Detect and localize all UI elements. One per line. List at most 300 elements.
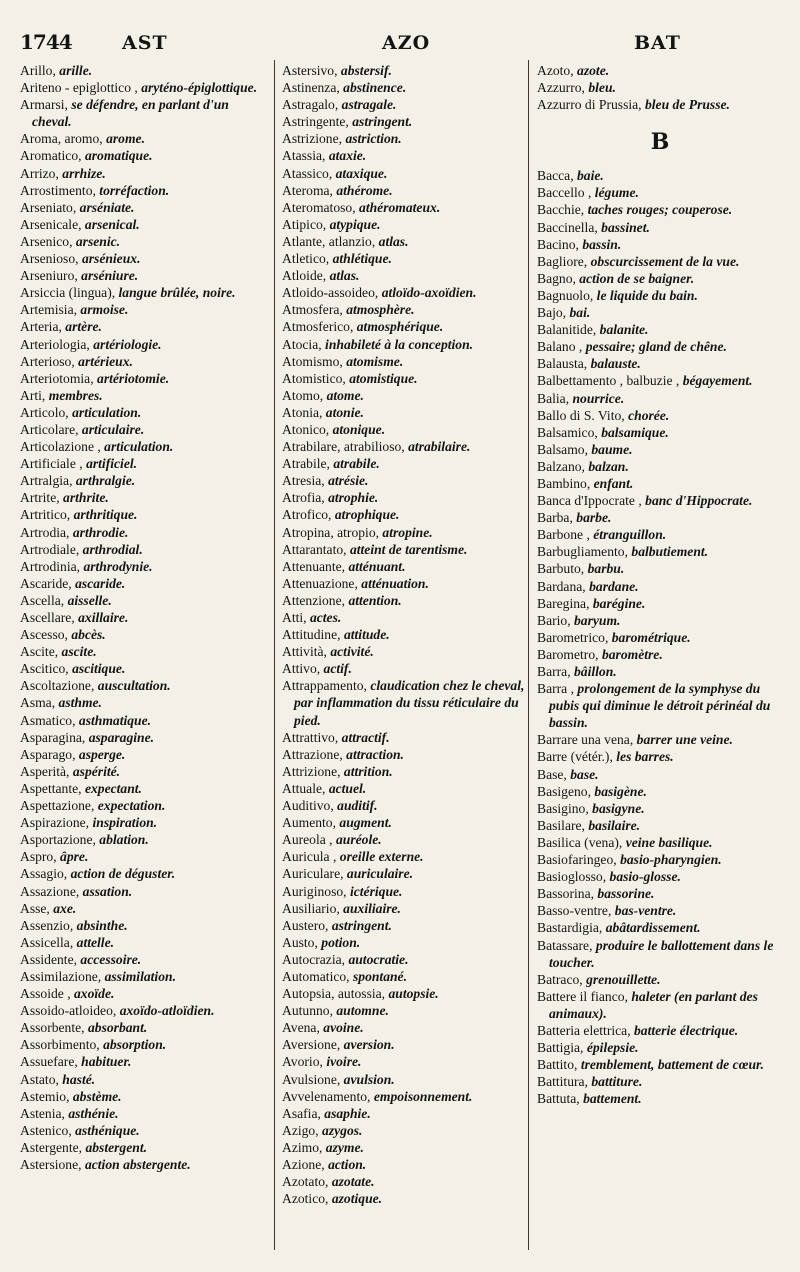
headword: Atrofico,	[282, 507, 335, 523]
translation: arsénieux.	[81, 251, 141, 267]
dictionary-entry	[282, 353, 530, 370]
dictionary-entry	[537, 96, 783, 113]
headword: Attività,	[282, 644, 331, 660]
translation: arthrodynie.	[83, 558, 153, 574]
dictionary-entry	[537, 509, 783, 526]
headword: Base,	[537, 766, 571, 782]
headword: Batraco,	[537, 971, 587, 987]
translation: étranguillon.	[593, 527, 667, 543]
translation: tremblement, battement de cœur.	[580, 1057, 764, 1073]
headword: Ascite,	[20, 644, 62, 660]
headword: Armarsi,	[20, 97, 72, 113]
column-rule	[274, 60, 275, 1250]
dictionary-entry	[282, 506, 530, 523]
headword: Assazione,	[20, 883, 83, 899]
translation: baume.	[591, 441, 633, 457]
headword: Arseniuro,	[20, 268, 82, 284]
translation: légume.	[594, 185, 639, 201]
translation: arséniate.	[79, 199, 135, 215]
headword: Assagio,	[20, 866, 71, 882]
translation: astragale.	[341, 97, 397, 113]
translation: potion.	[321, 934, 361, 950]
dictionary-entry	[20, 472, 266, 489]
translation: actuel.	[328, 780, 367, 796]
headword: Azimo,	[282, 1139, 326, 1155]
dictionary-entry	[282, 558, 530, 575]
dictionary-entry	[282, 1105, 530, 1122]
translation: bégayement.	[682, 373, 753, 389]
translation: battement.	[583, 1091, 642, 1107]
headword: Artrite,	[20, 490, 64, 506]
dictionary-entry	[20, 660, 266, 677]
dictionary-entry	[282, 421, 530, 438]
dictionary-entry	[537, 834, 783, 851]
translation: torréfaction.	[99, 182, 170, 198]
dictionary-entry	[20, 985, 266, 1002]
translation: basigyne.	[592, 800, 645, 816]
translation: azyme.	[325, 1139, 364, 1155]
headword: Assoido-atloideo,	[20, 1003, 120, 1019]
dictionary-entry	[282, 900, 530, 917]
translation: augment.	[339, 815, 392, 831]
headword: Avvelenamento,	[282, 1088, 374, 1104]
headword: Balia,	[537, 390, 573, 406]
dictionary-entry	[537, 646, 783, 663]
translation: barométrique.	[611, 629, 691, 645]
headword: Atonia,	[282, 404, 326, 420]
dictionary-entry	[20, 592, 266, 609]
page-header	[0, 30, 800, 58]
headword: Astrizione,	[282, 131, 346, 147]
dictionary-entry	[537, 270, 783, 287]
dictionary-entry	[282, 541, 530, 558]
headword: Autunno,	[282, 1003, 337, 1019]
translation: action.	[328, 1157, 367, 1172]
headword: Astato,	[20, 1071, 63, 1087]
dictionary-entry	[537, 1022, 783, 1039]
headword: Arteria,	[20, 319, 66, 335]
headword: Artrodinia,	[20, 558, 84, 574]
dictionary-entry	[537, 79, 783, 96]
dictionary-entry	[20, 165, 266, 182]
headword: Azotato,	[282, 1174, 332, 1190]
headword: Azzurro di Prussia,	[537, 97, 645, 113]
translation: asthmatique.	[78, 712, 152, 728]
headword: Auriculare,	[282, 866, 347, 882]
translation: inhabileté à la conception.	[325, 336, 474, 352]
translation: arrhize.	[62, 165, 106, 181]
headword: Attitudine,	[282, 627, 344, 643]
dictionary-entry	[537, 201, 783, 218]
translation: enfant.	[593, 475, 634, 491]
dictionary-entry	[282, 130, 530, 147]
headword: Balausta,	[537, 356, 591, 372]
dictionary-entry	[282, 677, 530, 728]
dictionary-entry	[537, 236, 783, 253]
translation: baie.	[577, 168, 604, 184]
dictionary-entry	[537, 629, 783, 646]
headword: Battere il fianco,	[537, 988, 632, 1004]
dictionary-entry	[537, 578, 783, 595]
dictionary-entry	[20, 353, 266, 370]
headword: Attenzione,	[282, 592, 349, 608]
dictionary-entry	[282, 1122, 530, 1139]
translation: atloïdo-axoïdien.	[381, 285, 477, 301]
dictionary-entry	[537, 560, 783, 577]
dictionary-entry	[537, 167, 783, 184]
translation: bassinet.	[601, 219, 650, 235]
dictionary-entry	[20, 455, 266, 472]
dictionary-entry	[20, 79, 266, 96]
translation: axe.	[53, 900, 77, 916]
headword: Austo,	[282, 934, 322, 950]
dictionary-entry	[282, 1088, 530, 1105]
dictionary-entry	[20, 883, 266, 900]
headword: Batteria elettrica,	[537, 1022, 634, 1038]
headword: Atomismo,	[282, 353, 347, 369]
dictionary-entry	[537, 526, 783, 543]
column-middle	[282, 62, 530, 1207]
dictionary-entry	[537, 304, 783, 321]
dictionary-entry	[282, 1139, 530, 1156]
translation: basigène.	[594, 783, 647, 799]
headword: Articolare,	[20, 421, 82, 437]
headword: Assorbente,	[20, 1020, 88, 1036]
translation: taches rouges; couperose.	[587, 202, 733, 218]
translation: prolongement de la symphyse du pubis qui diminue le détroit périnéal du bassin.	[549, 681, 771, 731]
translation: balbutiement.	[631, 544, 709, 560]
headword: Balzano,	[537, 458, 589, 474]
headword: Astenia,	[20, 1105, 69, 1121]
translation: athéromateux.	[359, 199, 441, 215]
translation: barrer une veine.	[636, 732, 733, 748]
translation: action de se baigner.	[579, 270, 695, 286]
translation: basio-pharyngien.	[620, 852, 722, 868]
headword: Atletico,	[282, 251, 333, 267]
dictionary-entry	[282, 660, 530, 677]
dictionary-entry	[20, 1088, 266, 1105]
dictionary-entry	[282, 1173, 530, 1190]
dictionary-entry	[282, 780, 530, 797]
dictionary-entry	[20, 712, 266, 729]
headword: Attrazione,	[282, 746, 347, 762]
dictionary-entry	[537, 680, 783, 731]
dictionary-entry	[20, 489, 266, 506]
dictionary-entry	[537, 971, 783, 988]
translation: atténuation.	[361, 575, 429, 591]
dictionary-entry	[537, 184, 783, 201]
dictionary-entry	[537, 1073, 783, 1090]
headword: Banca d'Ippocrate ,	[537, 493, 646, 509]
dictionary-entry	[282, 318, 530, 335]
translation: atonie.	[325, 404, 364, 420]
dictionary-entry	[282, 883, 530, 900]
dictionary-entry	[20, 814, 266, 831]
headword: Atlante, atlanzio,	[282, 233, 379, 249]
translation: baromètre.	[601, 646, 663, 662]
headword: Azzurro,	[537, 80, 589, 96]
translation: obscurcissement de la vue.	[590, 253, 740, 269]
dictionary-entry	[282, 934, 530, 951]
translation: basio-glosse.	[609, 869, 681, 885]
headword: Assuefare,	[20, 1054, 82, 1070]
headword: Ascellare,	[20, 610, 79, 625]
translation: balzan.	[588, 458, 629, 474]
translation: batterie électrique.	[634, 1022, 739, 1038]
translation: artérieux.	[78, 353, 133, 369]
dictionary-entry	[537, 543, 783, 560]
translation: barbu.	[587, 561, 625, 577]
headword: Atloide,	[282, 268, 330, 284]
dictionary-entry	[282, 216, 530, 233]
translation: asparagine.	[88, 729, 155, 745]
dictionary-entry	[282, 404, 530, 421]
dictionary-entry	[20, 763, 266, 780]
translation: les barres.	[616, 749, 674, 765]
headword: Bastardigia,	[537, 920, 606, 936]
translation: artériologie.	[93, 336, 162, 352]
headword: Atomo,	[282, 387, 327, 403]
headword: Ascitico,	[20, 661, 73, 677]
headword: Basilare,	[537, 817, 589, 833]
headword: Ateroma,	[282, 182, 337, 198]
translation: accessoire.	[80, 951, 142, 967]
translation: artériotomie.	[97, 370, 170, 386]
dictionary-entry	[282, 96, 530, 113]
translation: assimilation.	[104, 968, 176, 984]
headword: Articolazione ,	[20, 439, 105, 455]
translation: attitude.	[343, 627, 390, 643]
dictionary-entry	[20, 900, 266, 917]
dictionary-entry	[282, 865, 530, 882]
dictionary-entry	[282, 387, 530, 404]
translation: astriction.	[345, 131, 402, 147]
dictionary-entry	[537, 407, 783, 424]
dictionary-entry	[20, 729, 266, 746]
translation: azotate.	[331, 1174, 375, 1190]
headword: Ascoltazione,	[20, 678, 98, 694]
dictionary-entry	[282, 797, 530, 814]
headword: Atassico,	[282, 165, 336, 181]
headword: Barra ,	[537, 681, 578, 697]
headword: Aroma, aromo,	[20, 131, 107, 147]
translation: avulsion.	[343, 1071, 395, 1087]
dictionary-entry	[282, 438, 530, 455]
headword: Asse,	[20, 900, 54, 916]
translation: arthralgie.	[75, 473, 136, 489]
headword: Atassia,	[282, 148, 329, 164]
translation: ascitique.	[72, 661, 126, 677]
dictionary-entry	[537, 663, 783, 680]
headword: Barbuto,	[537, 561, 588, 577]
translation: ablation.	[99, 832, 149, 848]
headword: Azoto,	[537, 63, 578, 78]
headword: Balano ,	[537, 339, 586, 355]
dictionary-entry	[537, 62, 783, 79]
translation: spontané.	[352, 968, 407, 984]
dictionary-entry	[282, 199, 530, 216]
headword: Barrare una vena,	[537, 732, 637, 748]
headword: Assicella,	[20, 934, 77, 950]
translation: absinthe.	[76, 917, 128, 933]
translation: bassorine.	[597, 886, 655, 902]
headword: Ballo di S. Vito,	[537, 407, 629, 423]
headword: Basiofaringeo,	[537, 852, 621, 868]
translation: arome.	[106, 131, 145, 147]
headword: Atrofia,	[282, 490, 329, 506]
headword: Barra,	[537, 664, 574, 679]
dictionary-entry	[537, 595, 783, 612]
translation: armoise.	[80, 302, 129, 318]
headword: Automatico,	[282, 968, 353, 984]
dictionary-entry	[20, 1139, 266, 1156]
headword: Barometrico,	[537, 629, 612, 645]
headword: Asportazione,	[20, 832, 100, 848]
dictionary-entry	[537, 253, 783, 270]
dictionary-entry	[282, 1053, 530, 1070]
dictionary-entry	[20, 575, 266, 592]
translation: bâillon.	[574, 664, 617, 679]
dictionary-entry	[20, 233, 266, 250]
translation: grenouillette.	[586, 971, 661, 987]
translation: ataxie.	[328, 148, 367, 164]
translation: basilaire.	[588, 817, 641, 833]
headword: Artrodiale,	[20, 541, 83, 557]
translation: baryum.	[574, 612, 621, 628]
headword: Basso-ventre,	[537, 903, 615, 919]
dictionary-entry	[20, 62, 266, 79]
dictionary-entry	[537, 885, 783, 902]
dictionary-entry	[537, 766, 783, 783]
translation: arthrodial.	[82, 541, 143, 557]
dictionary-entry	[20, 96, 266, 130]
headword: Astenico,	[20, 1122, 76, 1138]
translation: oreille externe.	[339, 849, 424, 865]
dictionary-entry	[537, 458, 783, 475]
headword: Attuale,	[282, 780, 329, 796]
dictionary-entry	[20, 917, 266, 934]
dictionary-entry	[282, 250, 530, 267]
dictionary-entry	[20, 934, 266, 951]
dictionary-entry	[282, 79, 530, 96]
headword: Asperità,	[20, 763, 73, 779]
dictionary-entry	[20, 370, 266, 387]
headword: Basigeno,	[537, 783, 595, 799]
translation: abâtardissement.	[605, 920, 701, 936]
translation: ascite.	[61, 644, 97, 660]
headword: Attivo,	[282, 661, 324, 677]
dictionary-entry	[20, 1122, 266, 1139]
dictionary-entry	[20, 1036, 266, 1053]
translation: épilepsie.	[586, 1040, 639, 1056]
dictionary-entry	[20, 284, 266, 301]
headword: Ausiliario,	[282, 900, 344, 916]
dictionary-entry	[282, 643, 530, 660]
translation: bai.	[569, 305, 591, 321]
headword: Aspettazione,	[20, 798, 98, 814]
headword: Avena,	[282, 1020, 324, 1036]
headword: Basigino,	[537, 800, 593, 816]
translation: atomisme.	[346, 353, 404, 369]
translation: atrabilaire.	[408, 439, 471, 455]
translation: atrésie.	[328, 473, 369, 489]
headword: Asafia,	[282, 1105, 325, 1121]
dictionary-entry	[282, 284, 530, 301]
headword: Barometro,	[537, 646, 602, 662]
headword: Attarantato,	[282, 541, 350, 557]
translation: base.	[570, 766, 599, 782]
dictionary-entry	[282, 370, 530, 387]
headword: Attrappamento,	[282, 678, 371, 694]
headword: Atresia,	[282, 473, 329, 489]
dictionary-entry	[282, 165, 530, 182]
translation: balauste.	[590, 356, 641, 372]
dictionary-entry	[20, 421, 266, 438]
translation: atténuant.	[348, 558, 406, 574]
dictionary-entry	[537, 937, 783, 971]
headword: Atrabile,	[282, 456, 334, 472]
dictionary-entry	[20, 643, 266, 660]
translation: autocratie.	[348, 951, 409, 967]
headword: Balbettamento , balbuzie ,	[537, 373, 683, 389]
headword: Atloido-assoideo,	[282, 285, 382, 301]
headword: Atmosfera,	[282, 302, 347, 318]
headword: Battigia,	[537, 1040, 587, 1056]
headword: Arsiccia (lingua),	[20, 285, 119, 301]
headword: Barba,	[537, 510, 577, 526]
translation: veine basilique.	[625, 834, 713, 850]
headword: Artrodia,	[20, 524, 73, 540]
translation: arthritique.	[73, 507, 138, 523]
translation: balsamique.	[601, 424, 669, 440]
dictionary-entry	[282, 1036, 530, 1053]
dictionary-entry	[20, 336, 266, 353]
translation: aryténo-épiglottique.	[141, 80, 258, 96]
dictionary-entry	[282, 233, 530, 250]
dictionary-entry	[20, 865, 266, 882]
headword: Arrostimento,	[20, 182, 100, 198]
translation: arsenical.	[84, 216, 140, 232]
translation: asthénique.	[75, 1122, 140, 1138]
headword: Bagliore,	[537, 253, 591, 269]
headword: Asparago,	[20, 746, 79, 762]
dictionary-entry	[20, 1071, 266, 1088]
translation: absorbant.	[87, 1020, 148, 1036]
headword: Barbone ,	[537, 527, 594, 543]
dictionary-entry	[20, 387, 266, 404]
dictionary-entry	[282, 626, 530, 643]
headword: Arrizo,	[20, 165, 63, 181]
translation: artificiel.	[86, 456, 138, 472]
translation: barbe.	[576, 510, 612, 526]
headword: Bagno,	[537, 270, 580, 286]
headword: Arterioso,	[20, 353, 79, 369]
translation: bleu de Prusse.	[644, 97, 730, 113]
headword: Bacca,	[537, 168, 577, 184]
headword: Avulsione,	[282, 1071, 344, 1087]
translation: arsenic.	[75, 233, 121, 249]
translation: abcès.	[71, 627, 106, 643]
translation: se défendre, en parlant d'un cheval.	[32, 97, 229, 130]
translation: atteint de tarentisme.	[349, 541, 468, 557]
translation: empoisonnement.	[373, 1088, 473, 1104]
translation: azygos.	[322, 1122, 363, 1138]
dictionary-entry	[537, 919, 783, 936]
dictionary-entry	[537, 372, 783, 389]
dictionary-entry	[282, 455, 530, 472]
dictionary-entry	[537, 492, 783, 509]
translation: aromatique.	[84, 148, 153, 164]
